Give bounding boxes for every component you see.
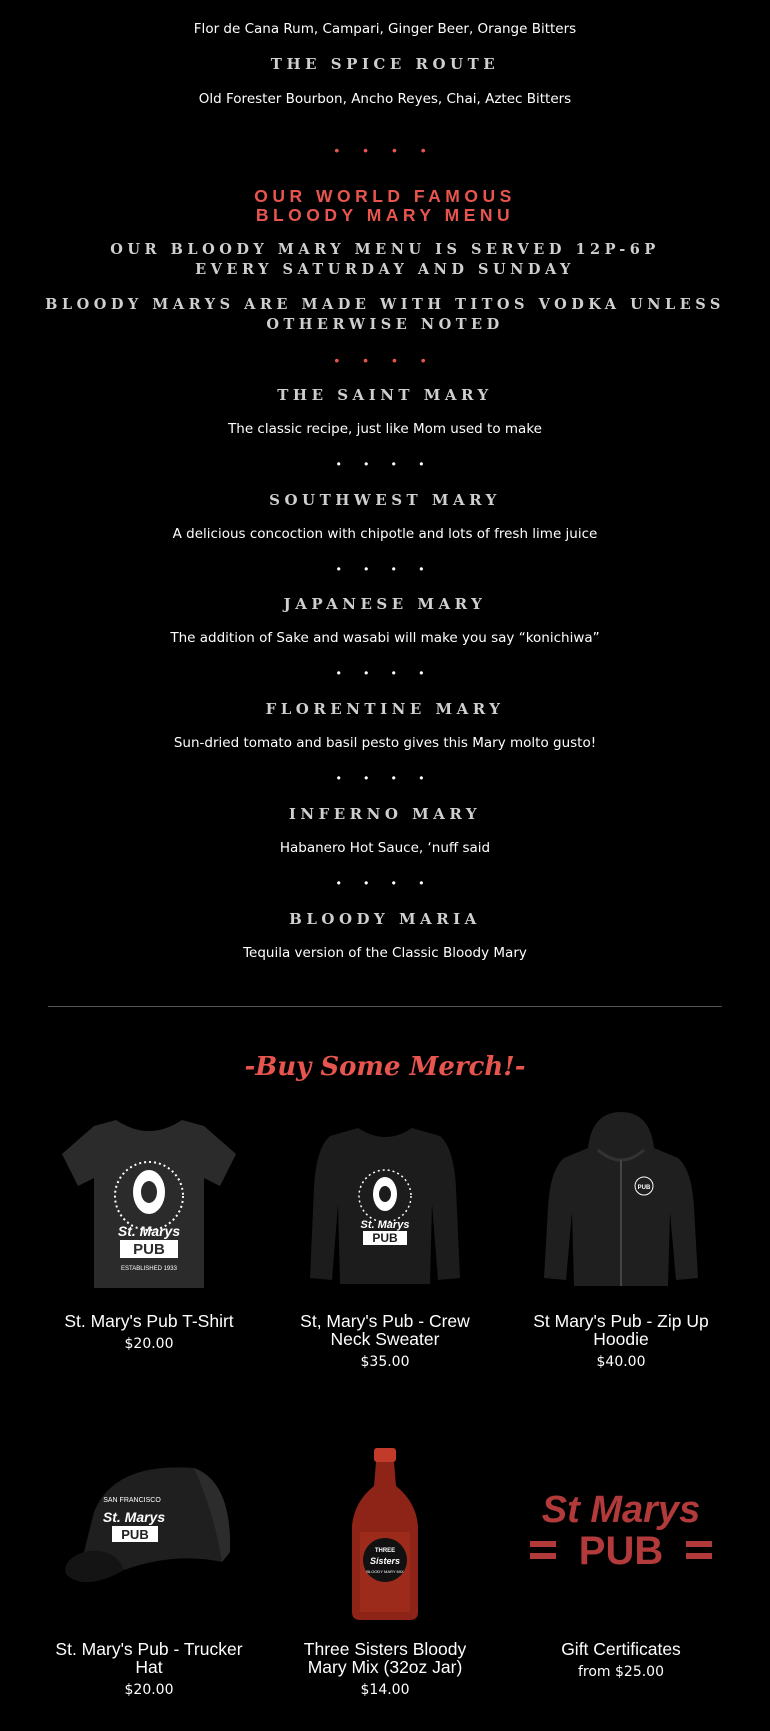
bloody-item-desc: The classic recipe, just like Mom used to make <box>228 421 542 437</box>
product-card-hoodie[interactable] <box>503 1108 739 1370</box>
bloody-item-title: BLOODY MARIA <box>289 910 481 928</box>
sweater-icon[interactable] <box>290 1108 480 1298</box>
product-card-sweater[interactable] <box>267 1108 503 1370</box>
merch-section-title: -Buy Some Merch!- <box>244 1052 526 1082</box>
bloody-menu-hours-notice <box>0 240 770 280</box>
product-name-line[interactable]: Hoodie <box>593 1329 649 1349</box>
logo-script-text: St Marys <box>541 1489 701 1531</box>
logo-icon[interactable] <box>526 1442 716 1632</box>
product-price: from $25.00 <box>577 1664 665 1680</box>
bloody-menu-vodka-notice <box>0 295 770 335</box>
bottle-icon[interactable] <box>290 1442 480 1632</box>
product-name-line[interactable]: St, Mary's Pub - Crew <box>300 1311 470 1331</box>
product-card-tshirt[interactable] <box>31 1108 267 1352</box>
notice-line: BLOODY MARYS ARE MADE WITH TITOS VODKA UNLESS <box>45 296 725 313</box>
product-name-line[interactable]: Neck Sweater <box>330 1329 440 1349</box>
svg-text:St. Marys: St. Marys <box>360 1219 410 1231</box>
product-card-trucker-hat[interactable] <box>31 1452 267 1698</box>
product-card-gift-certificates[interactable] <box>503 1452 739 1680</box>
product-name[interactable] <box>267 1312 503 1348</box>
svg-text:PUB: PUB <box>133 1241 165 1258</box>
notice-line: EVERY SATURDAY AND SUNDAY <box>195 261 575 278</box>
notice-line: OTHERWISE NOTED <box>266 316 504 333</box>
svg-text:PUB: PUB <box>372 1231 398 1245</box>
product-name-line[interactable]: Mary Mix (32oz Jar) <box>307 1657 463 1677</box>
section-divider <box>48 1006 722 1007</box>
separator-dots: • • • • <box>334 352 436 368</box>
bloody-item-title: FLORENTINE MARY <box>265 700 505 718</box>
svg-text:BLOODY MARY MIX: BLOODY MARY MIX <box>366 1569 404 1574</box>
bloody-item-desc: Sun-dried tomato and basil pesto gives this Mary molto gusto! <box>173 735 597 751</box>
product-name-line[interactable]: St. Mary's Pub - Trucker <box>55 1639 243 1659</box>
product-price: $14.00 <box>360 1682 410 1698</box>
bloody-item-desc: Tequila version of the Classic Bloody Mary <box>243 945 527 961</box>
separator-dots: • • • • <box>336 457 434 471</box>
product-name[interactable] <box>503 1312 739 1348</box>
product-price: $35.00 <box>360 1354 410 1370</box>
separator-dots: • • • • <box>336 876 434 890</box>
bloody-item-desc: The addition of Sake and wasabi will make you say “konichiwa” <box>170 630 600 646</box>
svg-text:Sisters: Sisters <box>369 1556 401 1566</box>
bloody-item-title: INFERNO MARY <box>288 805 482 823</box>
product-price: $20.00 <box>124 1336 174 1352</box>
product-name[interactable]: Gift Certificates <box>561 1639 681 1659</box>
bloody-item-desc: Habanero Hot Sauce, ‘nuff said <box>279 840 491 856</box>
notice-line: OUR BLOODY MARY MENU IS SERVED 12P-6P <box>110 241 660 258</box>
cocktail-desc: Flor de Cana Rum, Campari, Ginger Beer, Orange Bitters <box>193 21 577 37</box>
svg-text:PUB: PUB <box>637 1185 651 1191</box>
cocktail-desc: Old Forester Bourbon, Ancho Reyes, Chai, Aztec Bitters <box>198 91 572 107</box>
bloody-menu-heading-line2: BLOODY MARY MENU <box>255 205 515 225</box>
hat-icon[interactable] <box>54 1442 244 1632</box>
tshirt-icon[interactable] <box>54 1108 244 1298</box>
svg-text:ESTABLISHED 1933: ESTABLISHED 1933 <box>121 1266 177 1272</box>
logo-block-text: PUB <box>578 1529 664 1573</box>
bloody-menu-heading-line1: OUR WORLD FAMOUS <box>254 186 516 206</box>
separator-dots: • • • • <box>334 142 436 158</box>
product-name[interactable] <box>267 1640 503 1676</box>
separator-dots: • • • • <box>336 666 434 680</box>
cocktail-title-spice-route: THE SPICE ROUTE <box>270 55 500 73</box>
bloody-item-title: JAPANESE MARY <box>283 595 487 613</box>
svg-text:THREE: THREE <box>374 1548 396 1554</box>
product-price: $20.00 <box>124 1682 174 1698</box>
svg-text:St. Marys: St. Marys <box>102 1509 166 1525</box>
separator-dots: • • • • <box>336 771 434 785</box>
bloody-menu-heading <box>0 187 770 225</box>
hoodie-icon[interactable] <box>526 1108 716 1298</box>
separator-dots: • • • • <box>336 562 434 576</box>
svg-text:SAN FRANCISCO: SAN FRANCISCO <box>103 1497 161 1504</box>
bloody-item-title: SOUTHWEST MARY <box>269 491 501 509</box>
bloody-item-title: THE SAINT MARY <box>277 386 493 404</box>
svg-text:St. Marys: St. Marys <box>117 1223 181 1239</box>
product-name[interactable] <box>31 1640 267 1676</box>
product-name-line[interactable]: St Mary's Pub - Zip Up <box>533 1311 709 1331</box>
product-name-line[interactable]: Three Sisters Bloody <box>303 1639 467 1659</box>
svg-text:PUB: PUB <box>121 1527 149 1542</box>
product-price: $40.00 <box>596 1354 646 1370</box>
product-name[interactable]: St. Mary's Pub T-Shirt <box>64 1311 234 1331</box>
bloody-item-desc: A delicious concoction with chipotle and lots of fresh lime juice <box>172 526 598 542</box>
product-name-line[interactable]: Hat <box>135 1657 163 1677</box>
product-card-bloody-mary-mix[interactable] <box>267 1452 503 1698</box>
